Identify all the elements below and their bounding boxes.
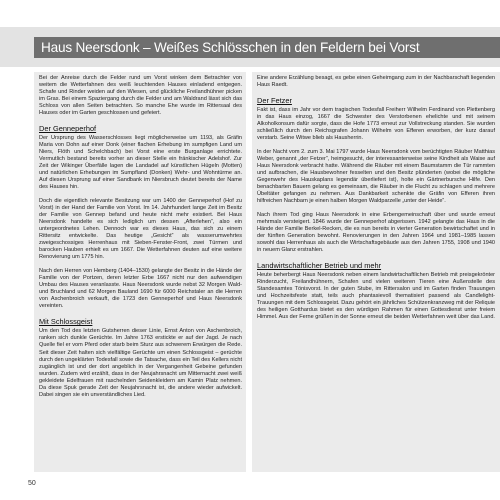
left-column [39,75,242,406]
page-title: Haus Neersdonk – Weißes Schlösschen in den Feldern bei Vorst [41,40,420,55]
section-heading-genneperhof: Der Genneperhof [39,124,97,134]
paragraph: Um den Tod des letzten Gutsherren dieser Linie, Ernst Anton von Aschenbroich, ranken sich dunkle Gerüchte. Im Jahre 1763 erstickte er auf der Jagd. Je nach Quelle fiel er vom Pferd oder starb beim Sturz aus schwerem Erwürgen die Rede. Seit dieser Zeit halten sich vielfältige Gerüchte um einen Schlossgeist – gerüchte durch den ungeklärten Todesfall sowie die Tatsache, dass ein Teil des Kellers nicht zugänglich ist und der dort angeblich in der Vergangenheit Gebeine gefunden wurden. Zudem wird erzählt, dass in der Neujahrsnacht um Mitternacht zwei weiß gekleidete Edelfrauen mit raschelnden Seidenkleidern am Kamin Platz nehmen. Da diese Spuk gerade Zeit der Neujahrsnacht ist, die andere wieder aufwickelt. Dabei singen sie ein unverständliches Lied. [39,328,242,398]
paragraph: Nach ihrem Tod ging Haus Neersdonk in eine Erbengemeinschaft über und wurde erneut mehrmals versteigert. 1846 wurde der Genneperhof abgerissen. 1942 gelangte das Haus in die Hände der Familie Berkel-Recken, die es nun bereits in vierter Generation bewirtschaftet und in der fünften Generation bewohnt. Renovierungen in den Jahren 1964 und 1981–1985 lassen sowohl das Herrenhaus als auch die Wirtschaftsgebäude aus den Jahren 1755, 1908 und 1940 in neuem Glanz erstrahlen. [257,212,495,254]
paragraph: Heute beherbergt Haus Neersdonk neben einem landwirtschaftlichen Betrieb mit preisgekrönter Rinderzucht, Freilandhühnern, Schafen und vielen weiteren Tieren eine Außenstelle des Standesamtes Tönisvorst. In der guten Stube, im Rittersalon und im Garten finden Trauungen und Hochzeitsfeste statt, teils auch phantasievoll thematisiert passend als Candlelight-Trauungen mit dem Schlossgeist. Dazu gehört ein jährliches Schützenkranzweg mit der Reliquie des heiligen Gotthardus bietet es den würdigen Rahmen für einen Gottesdienst unter freiem Himmel. Aus der Ferne grüßen in der Sonne erneut die beiden Wetterfahnen weit über das Land. [257,272,495,321]
section-heading-schlossgeist: Mit Schlossgeist [39,317,93,327]
paragraph: Der Ursprung des Wasserschlosses liegt möglicherweise um 1193, als Gräfin Maria von Dohn auf einer Donk (einer flachen Erhebung im sumpfigen Land um Niers, Flöth und Schelchbach) bei Vorst eine erste Burganlage errichtete. Vermutlich bestand bereits vorher an dieser Stelle ein fränkischer Adelshof. Zur Zeit der Wikinger Überfälle lagen die Landadel auf künstlichen Hügeln (Motten) und natürlichen Erhebungen im Sumpfland (Donken) Wehr- und Wohntürme an. Auf diesen Ursprung auf einer Sandbank im Niersbruch deutet bereits der Name des Hauses hin. [39,135,242,191]
section-heading-fetzer: Der Fetzer [257,96,292,106]
page-number: 50 [28,480,36,487]
paragraph: Fakt ist, dass im Jahr vor dem tragischen Todesfall Freiherr Wilhelm Ferdinand von Plettenberg in das Haus einzog, 1667 die Schwester des Verstorbenen ehelichte und mit seinem Alkoholkonsum dafür sorgte, dass die Hofe 1773 erneut zur Vollstreckung standen. Sie wurden schließlich durch den Reichsgrafen Johann Wilhelm von Efferen erworben, der kurz darauf verstarb. Seine Witwe blieb als Hausherrin. [257,107,495,142]
paragraph: Eine andere Erzählung besagt, es gebe einen Geheimgang zum in der Nachbarschaft liegenden Haus Raedt. [257,75,495,89]
paragraph: In der Nacht vom 2. zum 3. Mai 1797 wurde Haus Neersdonk vom berüchtigten Räuber Matthias Weber, genannt „der Fetzer“, heimgesucht, der interessanterweise seine Kindheit als Waise auf Haus Neersdonk verbracht hatte. Während die Räuber mit einem Baumstamm die Tür rammten und aufbrachen, die Hausbewohner fesselten und den Besitz plünderten (wobei die mögliche Gegenwehr des Hauskaplans legendär überliefert ist), holte ein Gärtnerbursche Hilfe. Den benachbarten Bauern gelang es gemeinsam, die Räuber in die Flucht zu schlagen und mehrere Übeltäter gefangen zu nehmen. Aus Dankbarkeit schenkte die Gräfin von Efferen ihren hilfreichen Nachbarn je einen halben Morgen Waldparzelle „unter der Heide“. [257,149,495,205]
paragraph: Doch die eigentlich relevante Besitzung war um 1400 der Genneperhof (Hof zu Vorst) in der Hand der Familie von Vorst. Im 14. Jahrhundert lange Zeit im Besitz der Familie von Gennep befand und heute nicht mehr existiert. Bei Haus Neersdonk handelte es sich lediglich um dessen „Afterlehen“, also ein untergeordnetes Lehen. Dennoch war es dieses Haus, das sich zu einem Rittersitz entwickelte. Das heutige „Gesicht“ als wasserumwehrtes zweigeschossiges Herrenhaus mit Sieben-Fenster-Front, zwei Türmen und barocken Hauben erhielt es um 1667. Die Wetterfahnen deuten auf eine weitere Renovierung um 1775 hin. [39,198,242,261]
right-column [257,75,495,328]
paragraph: Nach den Herren von Hemberg (1404–1530) gelangte der Besitz in die Hände der Familie von der Portzen, deren letzter Erbe 1667 nicht nur den aufwendigen Umbau des Hauses veranlasste. Haus Neersdonk wurde nebst 32 Morgen Wald- und Bruchland und 62 Morgen Bauland 1690 für 6000 Reichstaler an die Herren von Aschenbroich verkauft, die 1723 den Genneperhof und Haus Neersdonk vereinten. [39,268,242,310]
section-heading-landwirtschaft: Landwirtschaftlicher Betrieb und mehr [257,261,382,271]
intro-paragraph: Bei der Anreise durch die Felder rund um Vorst winken dem Betrachter von weitem die Wetterfahnen des weiß leuchtenden Hauses einladend entgegen. Schafe und Rinder weiden auf den Wiesen, und glückliche Freilandhühner picken im Gras. Bei einem Spaziergang durch die Felder und am Waldrand lässt sich das Schloss von allen Seiten betrachten. So manche Ehe wurde im Rittersaal des Hauses oder im Garten geschlossen und gefeiert. [39,75,242,117]
